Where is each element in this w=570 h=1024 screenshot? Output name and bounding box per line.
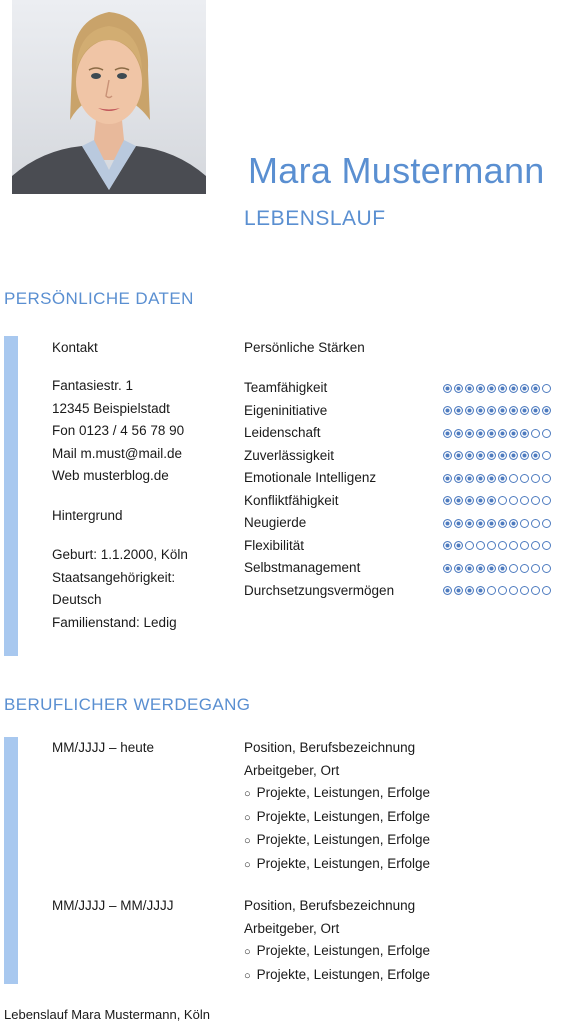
background-heading: Hintergrund (52, 508, 123, 523)
background-marital-status: Familienstand: Ledig (52, 614, 177, 630)
rating-dot-filled (498, 564, 507, 573)
rating-dot-filled (531, 384, 540, 393)
rating-dot-filled (465, 586, 474, 595)
career-achievement-item (244, 853, 430, 877)
rating-dot-filled (454, 474, 463, 483)
strength-row (244, 422, 570, 445)
rating-dot-empty (531, 496, 540, 505)
bullet-icon: ○ (244, 946, 251, 958)
portrait-illustration (12, 0, 206, 194)
rating-dot-filled (542, 406, 551, 415)
strength-rating (443, 564, 551, 573)
rating-dot-empty (542, 519, 551, 528)
strength-label: Konfliktfähigkeit (244, 492, 339, 508)
strength-label: Eigeninitiative (244, 402, 328, 418)
strength-rating (443, 451, 551, 460)
contact-email: Mail m.must@mail.de (52, 445, 182, 461)
rating-dot-filled (476, 451, 485, 460)
strength-row (244, 557, 570, 580)
strength-row (244, 580, 570, 603)
document-subtitle: LEBENSLAUF (244, 207, 386, 230)
strength-label: Selbstmanagement (244, 560, 361, 575)
strength-row (244, 467, 570, 490)
strength-label: Emotionale Intelligenz (244, 470, 377, 485)
strength-row (244, 490, 570, 513)
bullet-icon: ○ (244, 969, 251, 982)
rating-dot-filled (509, 429, 518, 438)
rating-dot-empty (487, 541, 496, 550)
rating-dot-filled (476, 564, 485, 573)
profile-photo (12, 0, 206, 194)
rating-dot-empty (509, 564, 518, 573)
rating-dot-filled (476, 474, 485, 483)
page-footer: Lebenslauf Mara Mustermann, Köln (4, 1007, 210, 1022)
contact-address-city: 12345 Beispielstadt (52, 400, 170, 416)
rating-dot-filled (443, 564, 452, 573)
rating-dot-filled (465, 384, 474, 393)
contact-address-street: Fantasiestr. 1 (52, 378, 134, 393)
contact-list (52, 375, 184, 488)
career-achievement-text: Projekte, Leistungen, Erfolge (256, 785, 431, 800)
rating-dot-filled (487, 429, 496, 438)
contact-phone: Fon 0123 / 4 56 78 90 (52, 423, 185, 438)
career-period: MM/JJJJ – heute (52, 740, 155, 755)
rating-dot-filled (498, 384, 507, 393)
contact-heading: Kontakt (52, 340, 98, 355)
rating-dot-filled (465, 451, 474, 460)
rating-dot-empty (465, 541, 474, 550)
person-name: Mara Mustermann (248, 150, 545, 191)
strength-rating (443, 474, 551, 483)
rating-dot-filled (443, 586, 452, 595)
strength-label: Neugierde (244, 515, 307, 530)
rating-dot-filled (465, 496, 474, 505)
rating-dot-empty (542, 541, 551, 550)
contact-website: Web musterblog.de (52, 468, 169, 483)
background-nationality-label: Staatsangehörigkeit: (52, 569, 176, 585)
rating-dot-filled (487, 474, 496, 483)
career-achievement-item (244, 829, 430, 853)
strength-rating (443, 496, 551, 505)
rating-dot-filled (443, 406, 452, 415)
rating-dot-empty (531, 541, 540, 550)
rating-dot-filled (454, 384, 463, 393)
career-achievement-text: Projekte, Leistungen, Erfolge (256, 808, 431, 824)
career-achievement-item (244, 806, 430, 830)
strength-rating (443, 384, 551, 393)
rating-dot-empty (531, 564, 540, 573)
rating-dot-empty (520, 586, 529, 595)
rating-dot-filled (454, 564, 463, 573)
rating-dot-empty (520, 496, 529, 505)
rating-dot-filled (509, 519, 518, 528)
career-position: Position, Berufsbezeichnung (244, 898, 416, 913)
strengths-list (244, 377, 570, 602)
rating-dot-filled (498, 406, 507, 415)
rating-dot-empty (542, 496, 551, 505)
background-list (52, 544, 188, 634)
rating-dot-filled (487, 519, 496, 528)
rating-dot-filled (465, 564, 474, 573)
rating-dot-empty (531, 474, 540, 483)
rating-dot-filled (487, 384, 496, 393)
career-details (244, 895, 430, 987)
rating-dot-empty (542, 474, 551, 483)
rating-dot-empty (531, 586, 540, 595)
rating-dot-filled (454, 496, 463, 505)
rating-dot-filled (454, 406, 463, 415)
strength-rating (443, 586, 551, 595)
career-employer: Arbeitgeber, Ort (244, 762, 340, 778)
rating-dot-filled (465, 429, 474, 438)
career-achievement-text: Projekte, Leistungen, Erfolge (256, 832, 431, 847)
rating-dot-filled (498, 519, 507, 528)
rating-dot-filled (498, 474, 507, 483)
rating-dot-filled (443, 451, 452, 460)
rating-dot-filled (476, 406, 485, 415)
background-nationality-value: Deutsch (52, 592, 102, 607)
rating-dot-empty (509, 496, 518, 505)
bullet-icon: ○ (244, 858, 251, 871)
rating-dot-empty (542, 429, 551, 438)
rating-dot-filled (454, 541, 463, 550)
rating-dot-empty (520, 541, 529, 550)
section-title-personal: PERSÖNLICHE DATEN (4, 289, 194, 308)
career-achievement-item (244, 964, 430, 988)
career-period: MM/JJJJ – MM/JJJJ (52, 898, 174, 913)
career-details (244, 737, 430, 876)
bullet-icon: ○ (244, 788, 251, 800)
rating-dot-empty (531, 519, 540, 528)
section-accent-bar (4, 737, 18, 984)
rating-dot-filled (443, 496, 452, 505)
rating-dot-empty (487, 586, 496, 595)
rating-dot-filled (509, 384, 518, 393)
rating-dot-filled (520, 429, 529, 438)
rating-dot-filled (531, 451, 540, 460)
section-title-career: BERUFLICHER WERDEGANG (4, 695, 251, 714)
career-achievement-text: Projekte, Leistungen, Erfolge (256, 966, 431, 982)
strength-row (244, 512, 570, 535)
background-birth: Geburt: 1.1.2000, Köln (52, 547, 188, 562)
rating-dot-filled (465, 519, 474, 528)
strengths-heading: Persönliche Stärken (244, 340, 365, 355)
rating-dot-filled (487, 451, 496, 460)
rating-dot-empty (520, 564, 529, 573)
rating-dot-filled (454, 586, 463, 595)
strength-label: Leidenschaft (244, 425, 321, 440)
strength-row (244, 400, 570, 423)
rating-dot-filled (443, 519, 452, 528)
rating-dot-filled (454, 519, 463, 528)
rating-dot-filled (520, 406, 529, 415)
rating-dot-filled (476, 586, 485, 595)
strength-rating (443, 429, 551, 438)
rating-dot-empty (498, 496, 507, 505)
career-employer: Arbeitgeber, Ort (244, 920, 340, 936)
strength-label: Durchsetzungsvermögen (244, 582, 395, 598)
rating-dot-empty (498, 541, 507, 550)
rating-dot-empty (542, 451, 551, 460)
rating-dot-empty (509, 541, 518, 550)
career-achievement-text: Projekte, Leistungen, Erfolge (256, 855, 431, 871)
rating-dot-filled (498, 429, 507, 438)
strength-rating (443, 406, 551, 415)
rating-dot-empty (520, 474, 529, 483)
rating-dot-filled (443, 429, 452, 438)
rating-dot-empty (531, 429, 540, 438)
rating-dot-filled (487, 564, 496, 573)
rating-dot-filled (531, 406, 540, 415)
strength-rating (443, 519, 551, 528)
rating-dot-empty (520, 519, 529, 528)
rating-dot-filled (476, 519, 485, 528)
rating-dot-filled (443, 474, 452, 483)
rating-dot-filled (476, 429, 485, 438)
rating-dot-filled (454, 451, 463, 460)
strength-label: Zuverlässigkeit (244, 447, 335, 463)
career-achievement-text: Projekte, Leistungen, Erfolge (256, 943, 431, 958)
strength-rating (443, 541, 551, 550)
career-position: Position, Berufsbezeichnung (244, 740, 416, 755)
rating-dot-filled (498, 451, 507, 460)
rating-dot-filled (520, 384, 529, 393)
rating-dot-empty (542, 564, 551, 573)
strength-label: Flexibilität (244, 537, 305, 553)
rating-dot-empty (509, 474, 518, 483)
rating-dot-filled (465, 406, 474, 415)
section-accent-bar (4, 336, 18, 656)
rating-dot-filled (476, 384, 485, 393)
rating-dot-empty (542, 586, 551, 595)
rating-dot-empty (498, 586, 507, 595)
rating-dot-filled (509, 406, 518, 415)
strength-label: Teamfähigkeit (244, 380, 328, 395)
rating-dot-filled (476, 496, 485, 505)
strength-row (244, 535, 570, 558)
rating-dot-empty (542, 384, 551, 393)
rating-dot-empty (509, 586, 518, 595)
rating-dot-filled (520, 451, 529, 460)
rating-dot-filled (443, 541, 452, 550)
rating-dot-filled (487, 496, 496, 505)
bullet-icon: ○ (244, 811, 251, 824)
career-achievement-item (244, 940, 430, 964)
strength-row (244, 445, 570, 468)
rating-dot-filled (509, 451, 518, 460)
rating-dot-filled (487, 406, 496, 415)
career-achievement-item (244, 782, 430, 806)
rating-dot-filled (465, 474, 474, 483)
rating-dot-filled (443, 384, 452, 393)
bullet-icon: ○ (244, 835, 251, 847)
rating-dot-empty (476, 541, 485, 550)
rating-dot-filled (454, 429, 463, 438)
strength-row (244, 377, 570, 400)
